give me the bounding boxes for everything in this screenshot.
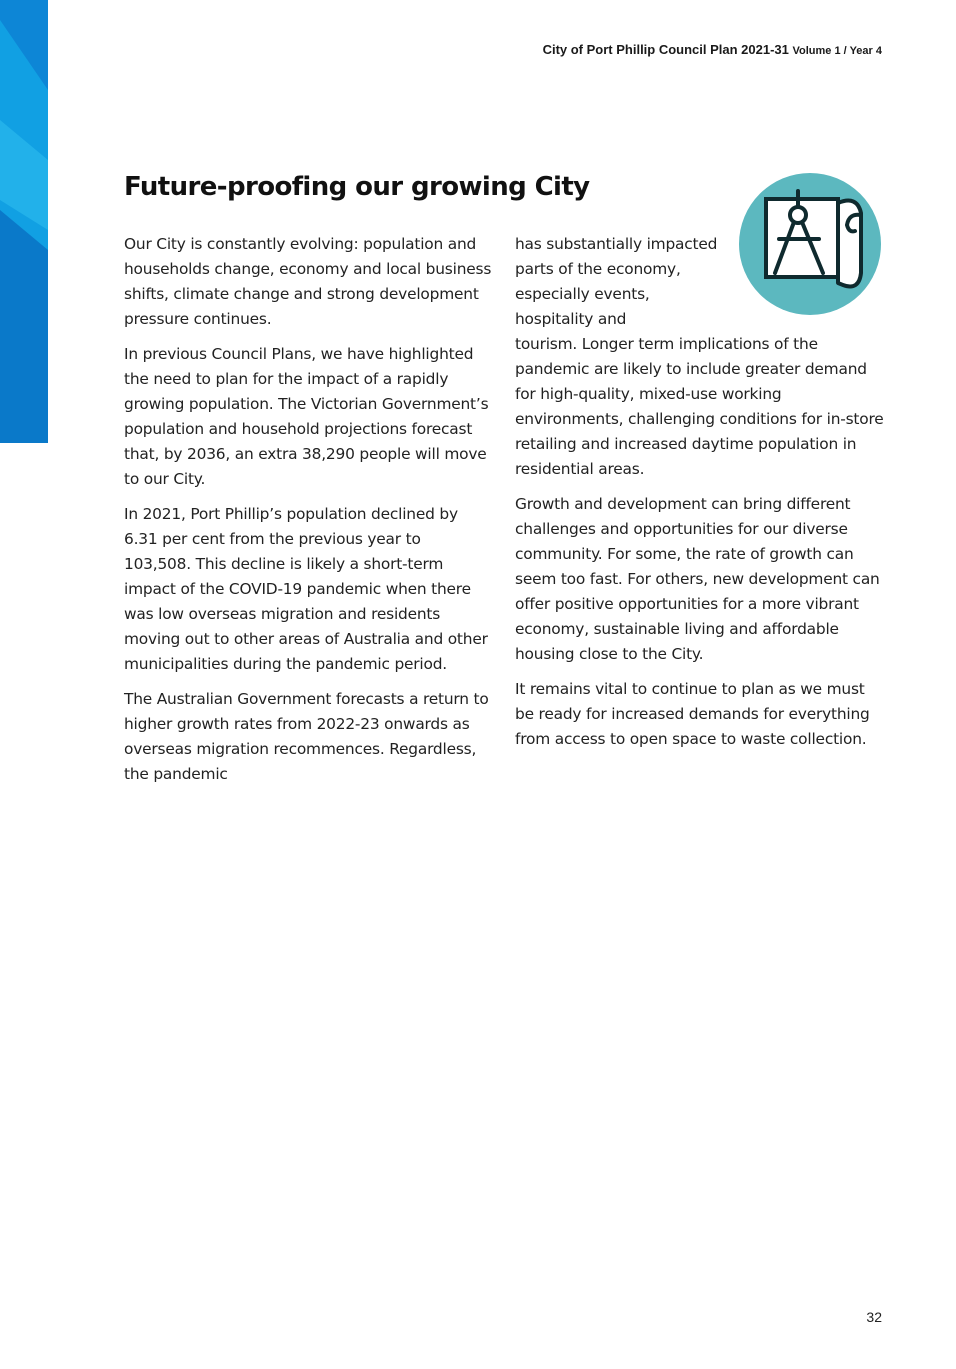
paragraph: In 2021, Port Phillip’s population declined by 6.31 per cent from the previous year to 103,508. This decline is likely a short-term impact of the COVID-19 pandemic when there was low overseas migration and residents moving out to other areas of Australia and other municipalities during the pandemic period.: [124, 505, 488, 673]
document-volume: Volume 1 / Year 4: [792, 45, 882, 57]
paragraph: Our City is constantly evolving: population and households change, economy and local business shifts, climate change and strong development pressure continues.: [124, 235, 492, 328]
page-number: 32: [866, 1309, 882, 1325]
paragraph: It remains vital to continue to plan as we must be ready for increased demands for everything from access to open space to waste collection.: [515, 680, 870, 748]
document-title: City of Port Phillip Council Plan 2021-31: [542, 42, 789, 57]
side-band-graphic: [0, 0, 48, 443]
section-heading: Future-proofing our growing City: [124, 172, 590, 202]
paragraph: The Australian Government forecasts a return to higher growth rates from 2022-23 onwards as overseas migration recommences. Regardless, the pandemic: [124, 690, 489, 783]
decorative-side-band: [0, 0, 48, 443]
paragraph: In previous Council Plans, we have highlighted the need to plan for the impact of a rapidly growing population. The Victorian Government’s population and household projections forecast that, by 2036, an extra 38,290 people will move to our City.: [124, 345, 489, 488]
paragraph-continued-part: tourism. Longer term implications of the pandemic are likely to include greater demand for high-quality, mixed-use working environments, challenging conditions for in-store retailing and increased daytime population in residential areas.: [515, 335, 884, 478]
left-column: [124, 232, 492, 797]
paragraph: Growth and development can bring different challenges and opportunities for our diverse community. For some, the rate of growth can seem too fast. For others, new development can offer positive opportunities for a more vibrant economy, sustainable living and affordable housing close to the City.: [515, 495, 880, 663]
paragraph: [515, 232, 887, 482]
right-column: [515, 232, 887, 762]
document-header: [543, 42, 882, 57]
paragraph-wrapped-part: has substantially impacted parts of the economy, especially events, hospitality and: [515, 235, 718, 328]
